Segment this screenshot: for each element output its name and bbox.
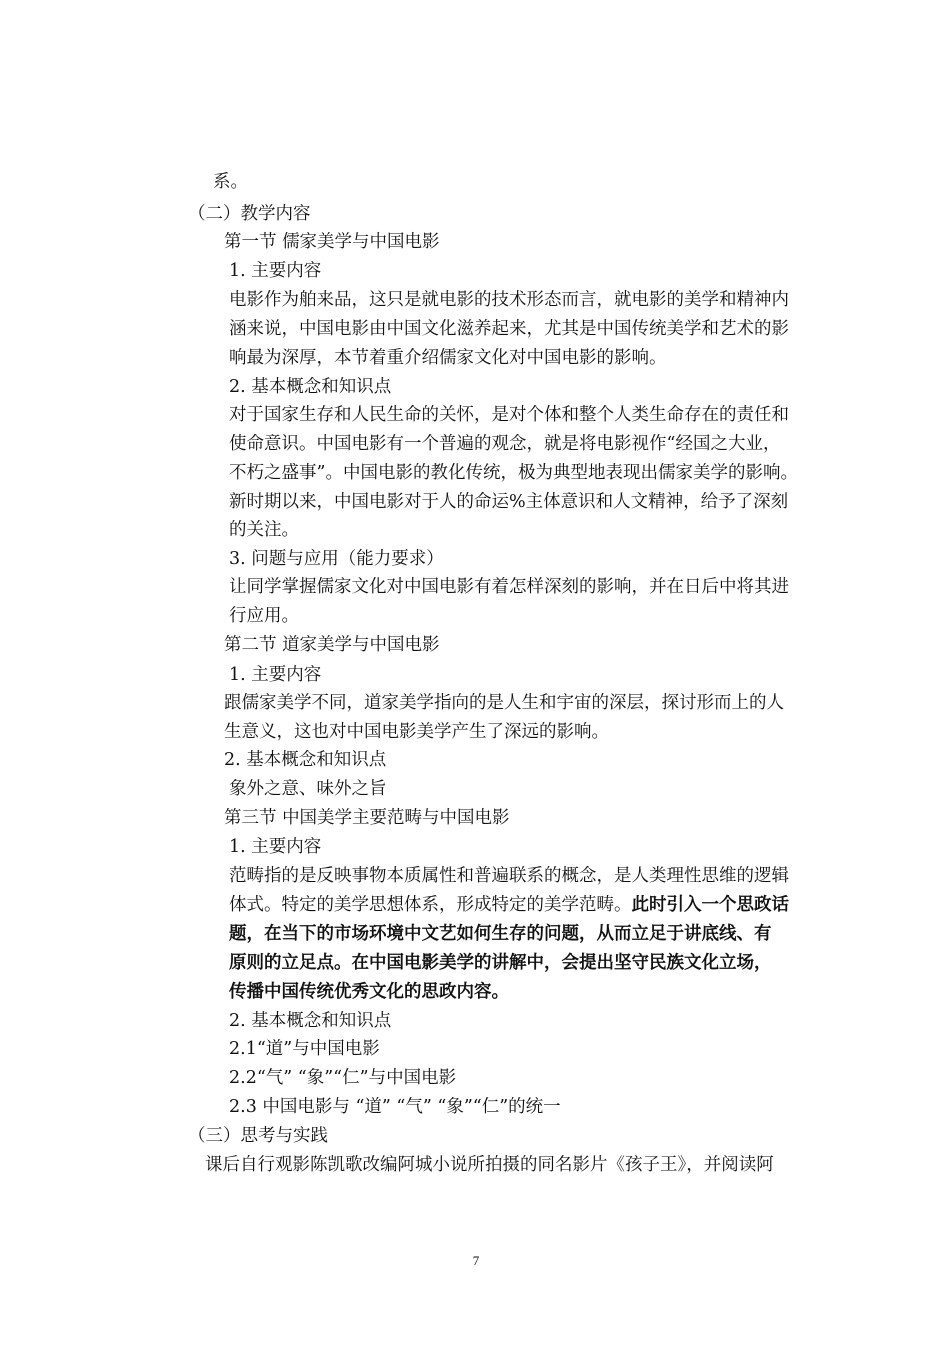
ideology-note-bold: 题，在当下的市场环境中文艺如何生存的问题，从而立足于讲底线、有 <box>229 924 772 944</box>
subsection-heading: 第一节 儒家美学与中国电影 <box>224 232 440 252</box>
ideology-note-bold: 此时引入一个思政话 <box>631 895 789 915</box>
text-line: 象外之意、味外之旨 <box>229 779 387 799</box>
subsection-heading: 第二节 道家美学与中国电影 <box>224 635 440 655</box>
text-line: 的关注。 <box>229 520 299 540</box>
item-heading: 2. 基本概念和知识点 <box>229 1011 392 1031</box>
section-heading: （三）思考与实践 <box>188 1126 328 1146</box>
ideology-note-bold: 原则的立足点。在中国电影美学的讲解中，会提出坚守民族文化立场， <box>229 953 772 973</box>
subsection-heading: 第三节 中国美学主要范畴与中国电影 <box>224 808 510 828</box>
text-line: 行应用。 <box>229 606 299 626</box>
item-heading: 2. 基本概念和知识点 <box>224 750 387 770</box>
text-line: 跟儒家美学不同，道家美学指向的是人生和宇宙的深层，探讨形而上的人 <box>224 693 784 713</box>
text-line: 课后自行观影陈凯歌改编阿城小说所拍摄的同名影片《孩子王》，并阅读阿 <box>205 1155 774 1175</box>
text-line: 涵来说，中国电影由中国文化滋养起来，尤其是中国传统美学和艺术的影 <box>229 319 789 339</box>
text-line: 不朽之盛事”。中国电影的教化传统，极为典型地表现出儒家美学的影响。 <box>229 463 798 483</box>
section-heading: （二）教学内容 <box>188 204 311 224</box>
text-line: 系。 <box>213 172 248 192</box>
text-line: 2.2“气” “象”“仁”与中国电影 <box>229 1068 457 1088</box>
item-heading: 1. 主要内容 <box>229 837 322 857</box>
text-line: 2.3 中国电影与 “道” “气” “象”“仁”的统一 <box>229 1097 561 1117</box>
text-line <box>229 895 789 915</box>
text-line: 让同学掌握儒家文化对中国电影有着怎样深刻的影响，并在日后中将其进 <box>229 577 789 597</box>
text-line: 生意义，这也对中国电影美学产生了深远的影响。 <box>224 722 609 742</box>
item-heading: 3. 问题与应用（能力要求） <box>229 549 444 569</box>
item-heading: 1. 主要内容 <box>229 261 322 281</box>
item-heading: 1. 主要内容 <box>229 665 322 685</box>
ideology-note-bold: 传播中国传统优秀文化的思政内容。 <box>229 982 509 1002</box>
text-line: 使命意识。中国电影有一个普遍的观念，就是将电影视作“经国之大业， <box>229 434 781 454</box>
page-number: 7 <box>472 1253 480 1268</box>
text-line: 2.1“道”与中国电影 <box>229 1039 380 1059</box>
text-run: 体式。特定的美学思想体系，形成特定的美学范畴。 <box>229 895 632 915</box>
text-line: 对于国家生存和人民生命的关怀，是对个体和整个人类生命存在的责任和 <box>229 405 789 425</box>
item-heading: 2. 基本概念和知识点 <box>229 377 392 397</box>
text-line: 范畴指的是反映事物本质属性和普遍联系的概念，是人类理性思维的逻辑 <box>229 866 789 886</box>
text-line: 电影作为舶来品，这只是就电影的技术形态而言，就电影的美学和精神内 <box>229 290 789 310</box>
text-line: 响最为深厚，本节着重介绍儒家文化对中国电影的影响。 <box>229 348 667 368</box>
text-line: 新时期以来，中国电影对于人的命运%主体意识和人文精神，给予了深刻 <box>229 492 789 512</box>
